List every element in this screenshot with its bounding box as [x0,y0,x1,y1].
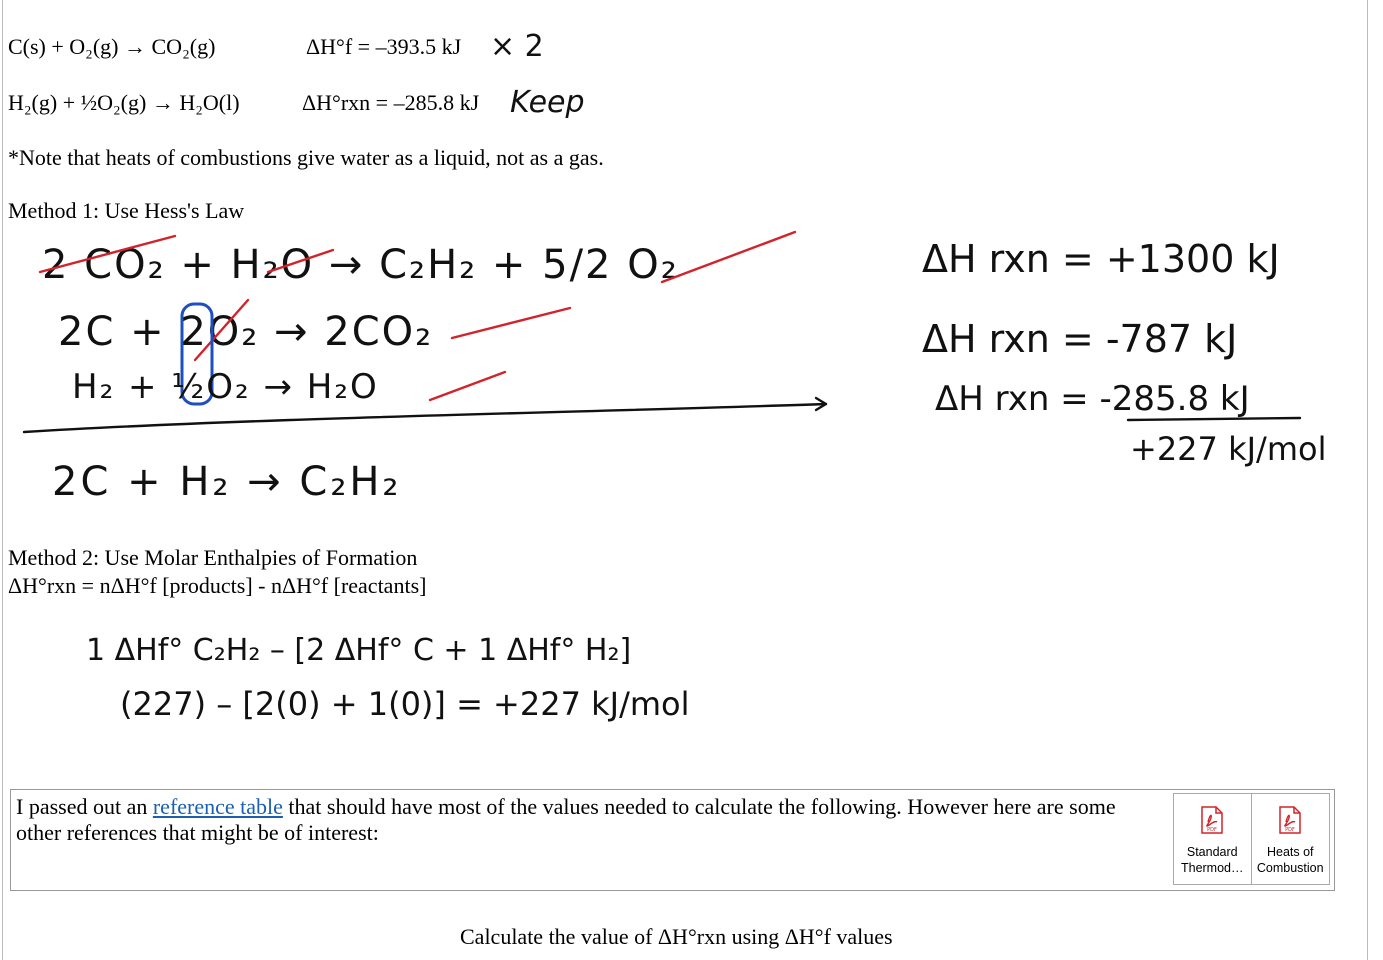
method-2-formula: ΔH°rxn = nΔH°f [products] - nΔH°f [reactants] [8,573,427,598]
method-1-heading: Method 1: Use Hess's Law [8,198,245,223]
hess-line-3: H₂ + ½O₂ → H₂O [72,367,379,407]
attachment-label-line2: Combustion [1256,861,1324,875]
attachment-standard-thermodynamics[interactable] [1174,794,1252,884]
pdf-icon [1278,806,1302,834]
method-2-heading: Method 2: Use Molar Enthalpies of Formation [8,545,418,570]
hess-result: 2C + H₂ → C₂H₂ [52,459,402,505]
dh-total: +227 kJ/mol [1130,430,1327,468]
formation-line-2: (227) – [2(0) + 1(0)] = +227 kJ/mol [120,685,690,723]
reaction-2-enthalpy: ΔH°rxn = –285.8 kJ [302,90,480,115]
hess-line-1: 2 CO₂ + H₂O → C₂H₂ + 5/2 O₂ [42,242,679,288]
references-box [10,789,1335,891]
dh-line-2: ΔH rxn = -787 kJ [922,317,1238,361]
references-text-before: I passed out an [16,794,153,819]
keep-note: Keep [510,85,585,120]
reaction-1-enthalpy: ΔH°f = –393.5 kJ [306,34,462,59]
strike-2co2-product [452,308,570,338]
reaction-1-equation: C(s) + O₂(g) → CO₂(g) [8,34,216,59]
strike-5-2-o2 [662,232,795,282]
dh-line-3: ΔH rxn = -285.8 kJ [935,379,1250,419]
attachment-label-line2: Thermod… [1180,861,1244,875]
hess-line-2: 2C + 2O₂ → 2CO₂ [58,309,434,355]
attachment-label-line1: Heats of [1266,845,1314,859]
reaction-2-equation: H₂(g) + ½O₂(g) → H₂O(l) [8,90,240,115]
reference-table-link[interactable]: reference table [152,794,283,819]
dh-line-1: ΔH rxn = +1300 kJ [922,237,1280,281]
attachments-panel [1173,793,1330,885]
sum-line [24,404,826,432]
references-text [16,794,1161,846]
calculate-heading: Calculate the value of ΔH°rxn using ΔH°f values [460,924,893,949]
references-text-after: that should have most of the values needed to calculate the following. However here are some other references that might be of interest: [16,794,1116,845]
svg-text:PDF: PDF [1207,827,1218,833]
pdf-icon [1200,806,1224,834]
attachment-heats-of-combustion[interactable] [1252,794,1330,884]
formation-line-1: 1 ΔHf° C₂H₂ – [2 ΔHf° C + 1 ΔHf° H₂] [86,633,632,668]
attachment-label-line1: Standard [1186,845,1238,859]
times-two-note: × 2 [490,29,544,64]
svg-text:PDF: PDF [1285,827,1296,833]
strike-h2o-2 [430,372,505,400]
note-text: *Note that heats of combustions give water as a liquid, not as a gas. [8,145,604,170]
